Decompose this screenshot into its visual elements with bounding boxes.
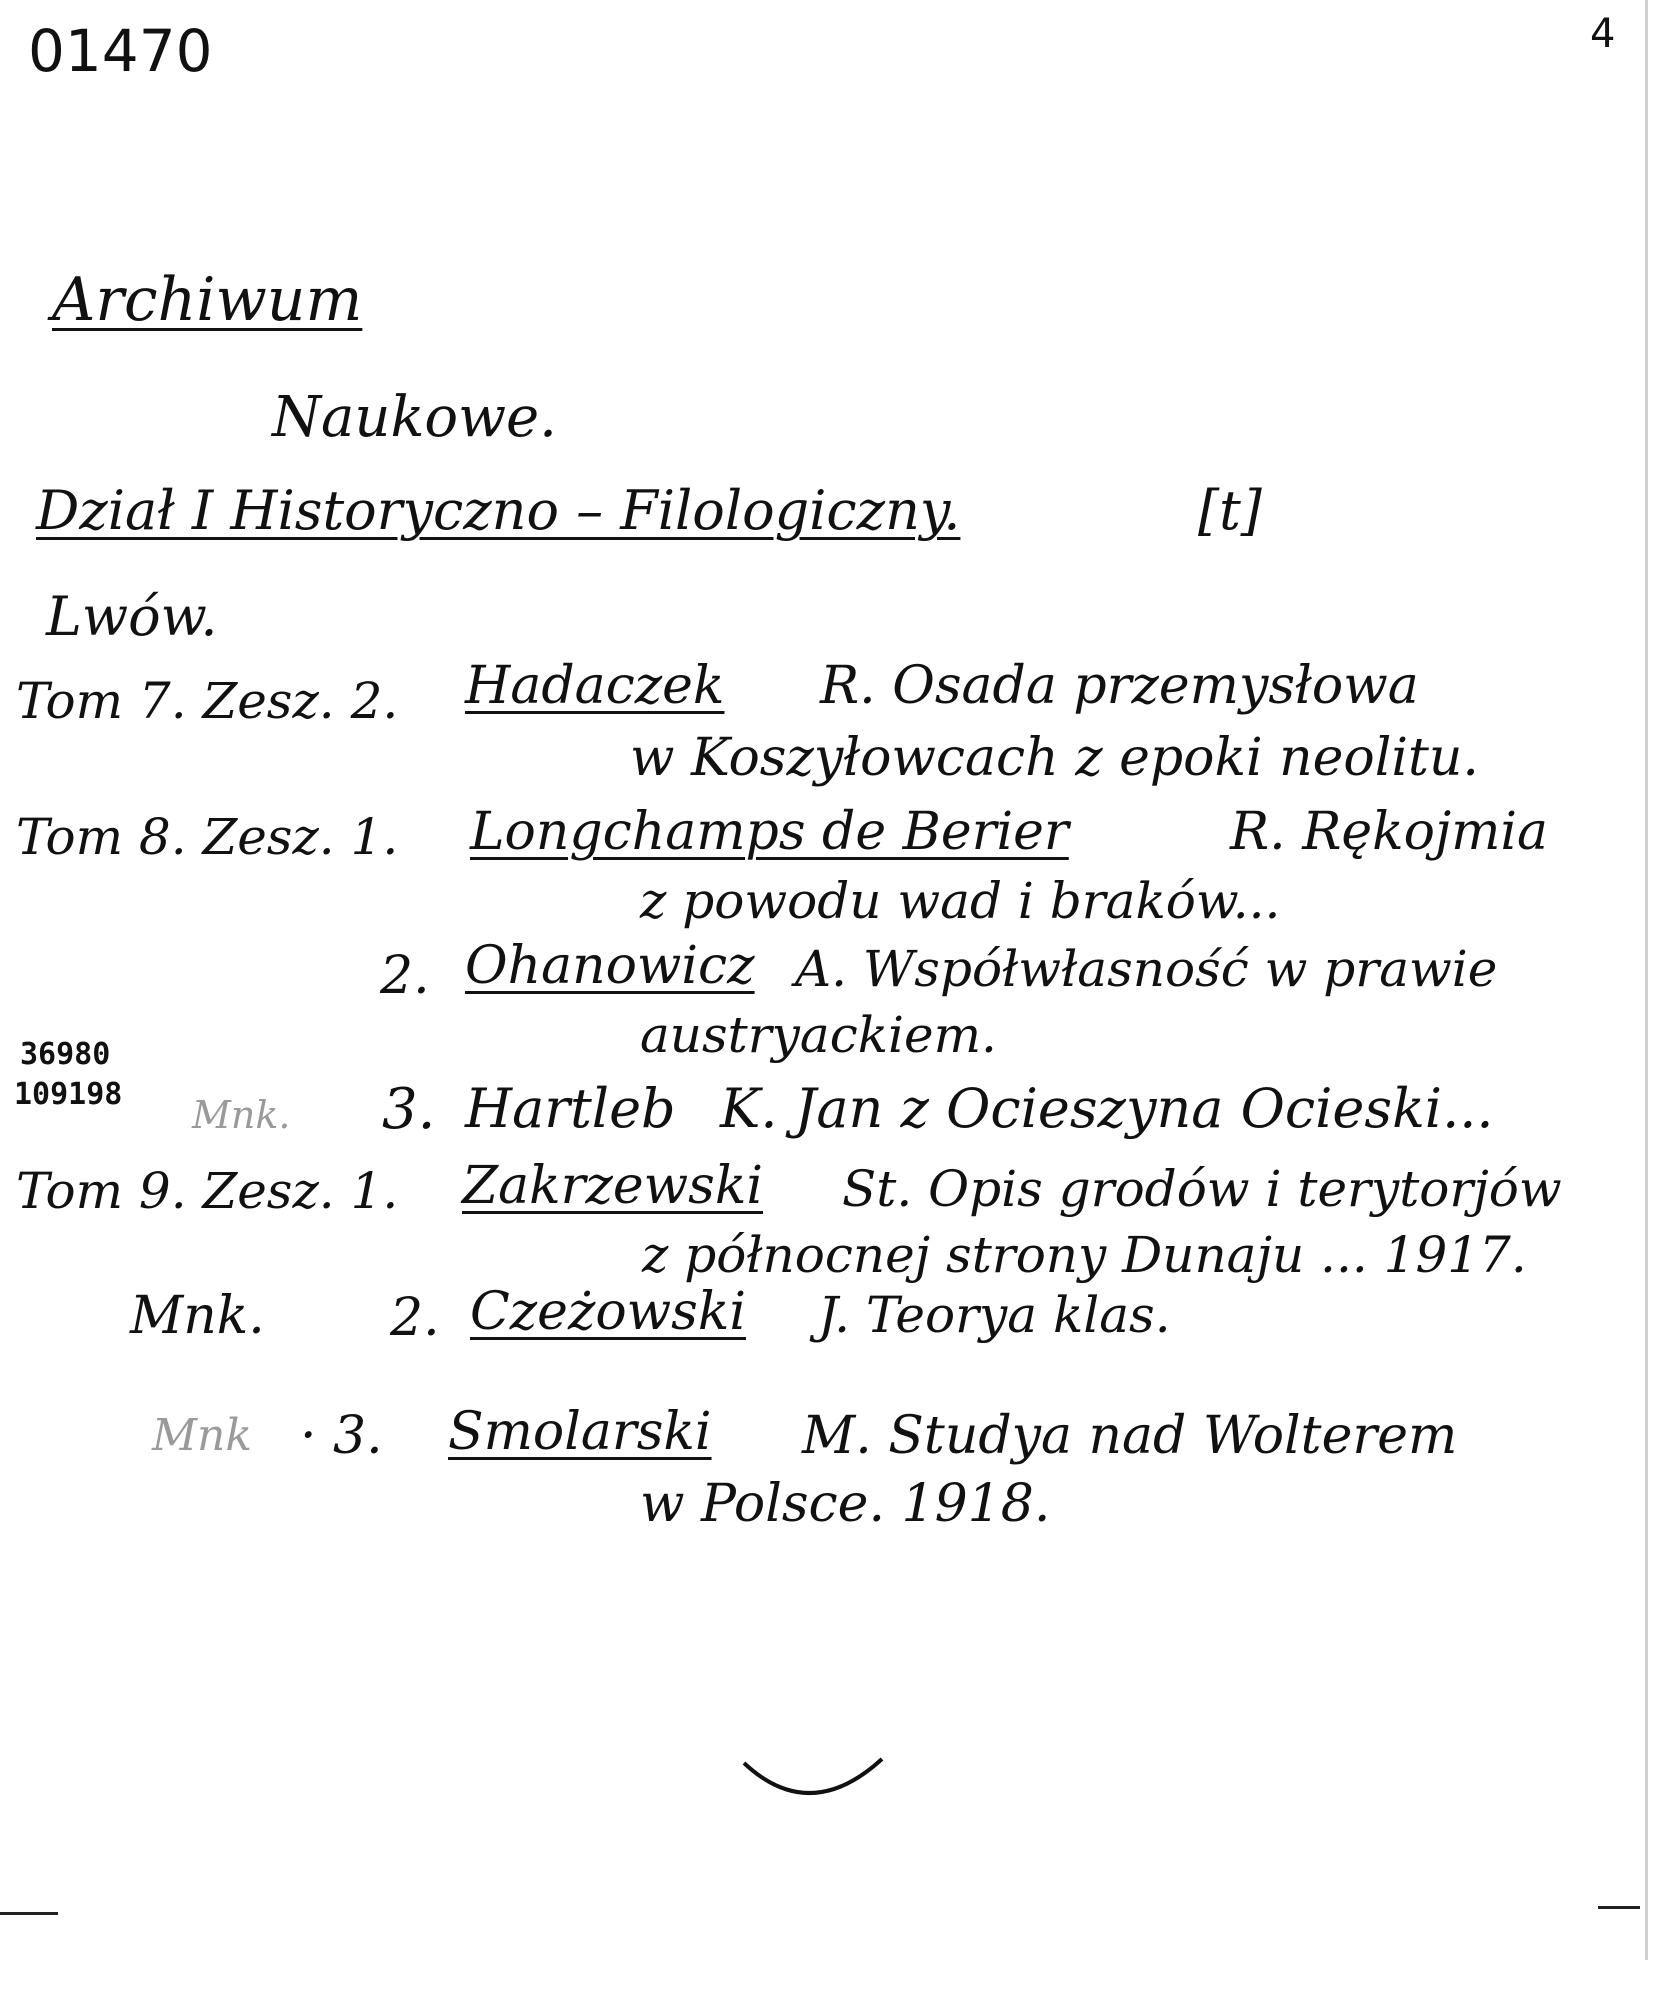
entry-title-line: z północnej strony Dunaju ... 1917.	[642, 1226, 1527, 1284]
entry-author: Ohanowicz	[465, 936, 755, 996]
entry-title-line: K. Jan z Ocieszyna Ocieski...	[720, 1077, 1494, 1140]
edge-mark-right	[1598, 1906, 1640, 1909]
card-edge	[1645, 0, 1648, 1960]
entry-title-line: austryackiem.	[640, 1006, 997, 1064]
entry-author: Hadaczek	[465, 656, 725, 716]
entry-author: Zakrzewski	[462, 1156, 764, 1216]
entry-number: · 3.	[300, 1406, 383, 1466]
archive-subtitle: Naukowe.	[272, 385, 557, 450]
entry-number: 2.	[380, 946, 430, 1006]
card-hole-mark	[740, 1755, 890, 1815]
shelf-stamp: 36980	[20, 1037, 111, 1072]
entry-title-line: J. Teorya klas.	[818, 1286, 1171, 1344]
archive-title: Archiwum	[52, 265, 363, 335]
entry-author: Smolarski	[448, 1402, 712, 1462]
entry-title-line: R. Rękojmia	[1230, 802, 1549, 862]
section-tag: [t]	[1198, 479, 1262, 542]
card-number: 01470	[28, 17, 213, 85]
shelf-stamp: 109198	[14, 1077, 123, 1112]
entry-title-line: w Polsce. 1918.	[640, 1474, 1051, 1534]
edge-mark-left	[0, 1912, 58, 1915]
entry-mark: Mnk.	[192, 1093, 291, 1137]
entry-author: Longchamps de Berier	[470, 802, 1069, 862]
entry-title-line: z powodu wad i braków...	[640, 872, 1281, 930]
place-name: Lwów.	[46, 585, 218, 648]
entry-title-line: R. Osada przemysłowa	[820, 656, 1419, 716]
entry-mark: Mnk	[152, 1410, 253, 1461]
entry-title-line: A. Współwłasność w prawie	[795, 940, 1498, 998]
entry-mark: Mnk.	[130, 1286, 265, 1346]
entry-author: Hartleb	[465, 1077, 676, 1140]
corner-mark: 4	[1590, 11, 1616, 57]
entry-title-line: St. Opis grodów i terytorjów	[842, 1160, 1562, 1218]
entry-title-line: M. Studya nad Wolterem	[802, 1406, 1458, 1466]
entry-number: 2.	[390, 1288, 440, 1348]
entry-volume: Tom 9. Zesz. 1.	[16, 1162, 399, 1220]
section-name: Dział I Historyczno – Filologiczny.	[36, 479, 961, 542]
entry-number: 3.	[382, 1077, 436, 1142]
entry-volume: Tom 7. Zesz. 2.	[16, 672, 399, 730]
entry-author: Czeżowski	[470, 1282, 746, 1342]
entry-volume: Tom 8. Zesz. 1.	[16, 808, 399, 866]
entry-title-line: w Koszyłowcach z epoki neolitu.	[630, 728, 1479, 788]
